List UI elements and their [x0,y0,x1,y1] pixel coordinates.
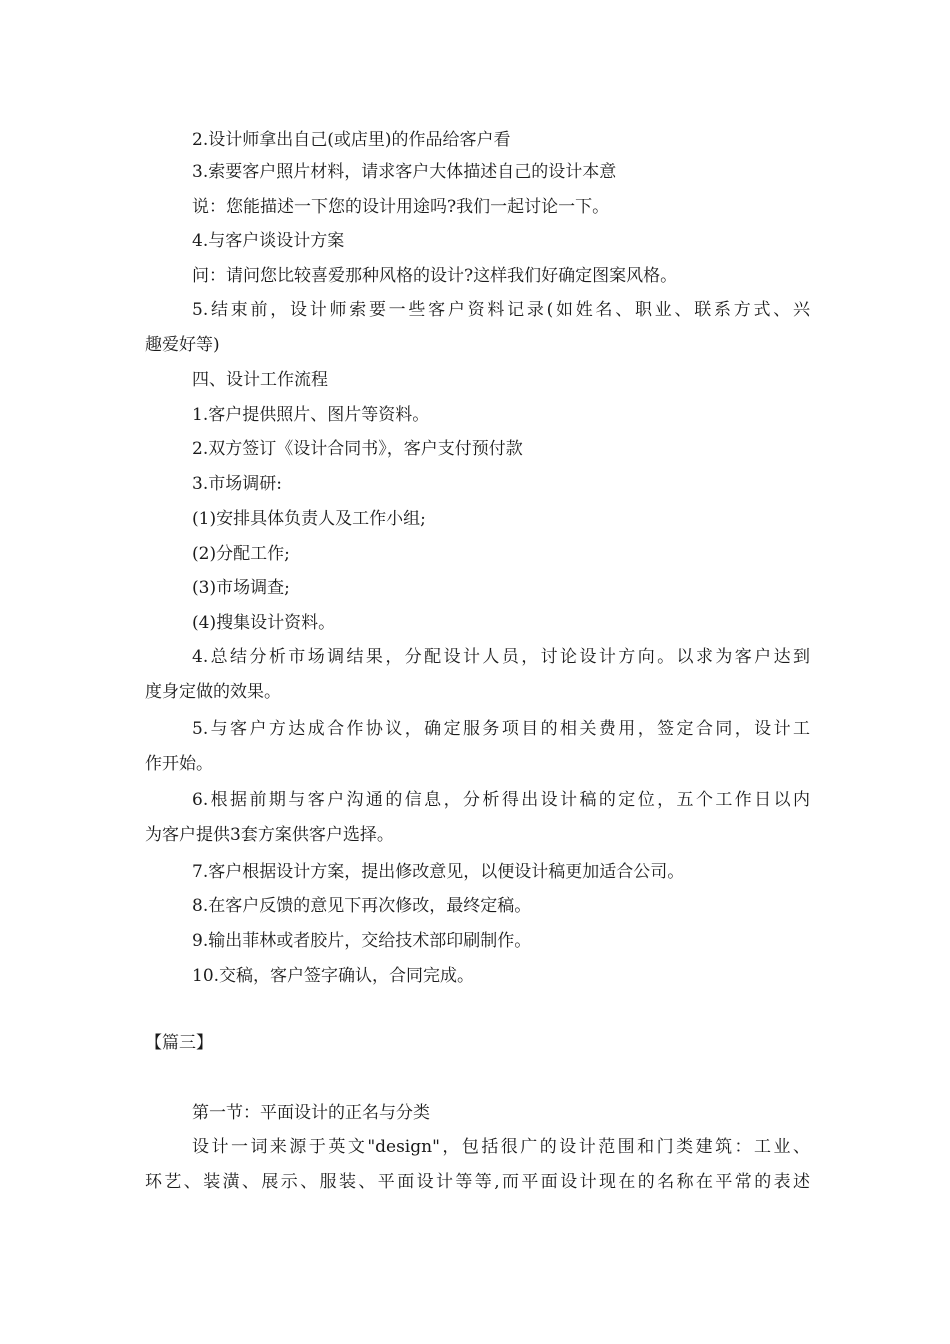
text-line: 问：请问您比较喜爱那种风格的设计?这样我们好确定图案风格。 [192,266,678,286]
text-line: 3.市场调研: [192,474,282,494]
text-line: 10.交稿，客户签字确认，合同完成。 [192,966,475,986]
text-line: 设计一词来源于英文"design"，包括很广的设计范围和门类建筑：工业、 [192,1137,810,1157]
text-line: 2.双方签订《设计合同书》，客户支付预付款 [192,439,523,459]
text-line: 说：您能描述一下您的设计用途吗?我们一起讨论一下。 [192,197,610,217]
text-line: 2.设计师拿出自己(或店里)的作品给客户看 [192,130,511,150]
text-line: 5.与客户方达成合作协议，确定服务项目的相关费用，签定合同，设计工 [192,719,810,739]
text-line: 9.输出菲林或者胶片，交给技术部印刷制作。 [192,931,532,951]
text-line: 6.根据前期与客户沟通的信息，分析得出设计稿的定位，五个工作日以内 [192,790,810,810]
text-line: 为客户提供3套方案供客户选择。 [145,825,394,845]
text-line: 度身定做的效果。 [145,682,281,702]
text-line: 第一节：平面设计的正名与分类 [192,1103,430,1123]
text-line: (3)市场调查; [192,578,290,598]
text-line: 5.结束前，设计师索要一些客户资料记录(如姓名、职业、联系方式、兴 [192,300,810,320]
text-line: 4.总结分析市场调结果，分配设计人员，讨论设计方向。以求为客户达到 [192,647,810,667]
text-line: 趣爱好等) [145,335,220,355]
text-line: 4.与客户谈设计方案 [192,231,345,251]
text-line: 1.客户提供照片、图片等资料。 [192,405,430,425]
text-line: 作开始。 [145,754,213,774]
text-line: 3.索要客户照片材料，请求客户大体描述自己的设计本意 [192,162,617,182]
text-line: 8.在客户反馈的意见下再次修改，最终定稿。 [192,896,532,916]
subsection-heading: 四、设计工作流程 [192,370,328,390]
text-line: (4)搜集设计资料。 [192,613,336,633]
text-line: (2)分配工作; [192,544,290,564]
text-line: (1)安排具体负责人及工作小组; [192,509,426,529]
text-line: 7.客户根据设计方案，提出修改意见，以便设计稿更加适合公司。 [192,862,685,882]
text-line: 环艺、装潢、展示、服装、平面设计等等,而平面设计现在的名称在平常的表述 [145,1172,810,1192]
section-heading: 【篇三】 [145,1033,213,1053]
